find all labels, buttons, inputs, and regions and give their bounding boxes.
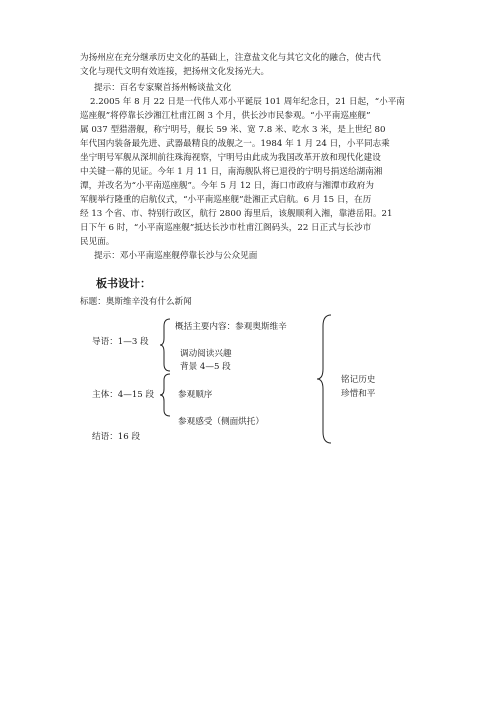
board-title: 板书设计： [96, 277, 151, 290]
paragraph2-line-3: 属 037 型猎潜舰，称宁明号，舰长 59 米、宽 7.8 米、吃水 3 米，是上世纪 80 [80, 125, 386, 135]
paragraph2-line-1: 2.2005 年 8 月 22 日是一代伟人邓小平诞辰 101 周年纪念日，21 日起，“小平南 [90, 97, 405, 107]
end-label: 结语：16 段 [92, 432, 141, 442]
paragraph1-line-1: 为扬州应在充分继承历史文化的基础上，注意盐文化与其它文化的融合，使古代 [80, 53, 381, 63]
paragraph2-line-6: 中关键一幕的见证。今年 1 月 11 日，南海舰队将已退役的宁明号捐送给湖南湘 [80, 167, 383, 177]
paragraph2-hint: 提示：邓小平南巡座舰停靠长沙与公众见面 [94, 251, 258, 261]
intro-brace [160, 318, 172, 372]
paragraph2-line-5: 坐宁明号军舰从深圳前往珠海视察，宁明号由此成为我国改革开放和现代化建设 [80, 153, 381, 163]
intro-item-background: 背景 4—5 段 [180, 362, 231, 372]
paragraph2-line-9: 经 13 个省、市、特别行政区，航行 2800 海里后，该舰顺利入湘，靠港岳阳。21 [80, 209, 393, 219]
paragraph2-line-2: 巡座舰”将停靠长沙湘江杜甫江阁 3 个月，供长沙市民参观。“小平南巡座舰” [80, 111, 371, 121]
paragraph2-line-10: 日下午 6 时，“小平南巡座舰”抵达长沙市杜甫江阁码头，22 日正式与长沙市 [80, 223, 372, 233]
body-label: 主体：4—15 段 [92, 390, 155, 400]
paragraph1-hint: 提示：百名专家聚首扬州畅谈盐文化 [94, 83, 232, 93]
paragraph2-line-11: 民见面。 [80, 237, 115, 247]
paragraph2-line-7: 潭，并改名为“小平南巡座舰”。今年 5 月 12 日，海口市政府与湘潭市政府为 [80, 181, 374, 191]
body-item-feelings: 参观感受（侧面烘托） [178, 417, 264, 427]
theme-brace [317, 314, 333, 444]
paragraph1-line-2: 文化与现代文明有效连接，把扬州文化发扬光大。 [80, 67, 270, 77]
board-topic: 标题：奥斯维辛没有什么新闻 [80, 297, 192, 307]
intro-label: 导语：1—3 段 [92, 337, 149, 347]
intro-item-interest: 调动阅读兴趣 [180, 349, 232, 359]
intro-item-summary: 概括主要内容：参观奥斯维辛 [175, 322, 287, 332]
theme-line-2: 珍惜和平 [341, 389, 376, 399]
paragraph2-line-8: 军舰举行隆重的启航仪式，“小平南巡座舰”赴湘正式启航。6 月 15 日，在历 [80, 195, 372, 205]
body-brace [160, 373, 172, 417]
paragraph2-line-4: 年代国内装备最先进、武器最精良的战舰之一。1984 年 1 月 24 日，小平同志乘 [80, 139, 390, 149]
theme-line-1: 铭记历史 [341, 375, 376, 385]
body-item-order: 参观顺序 [178, 390, 213, 400]
